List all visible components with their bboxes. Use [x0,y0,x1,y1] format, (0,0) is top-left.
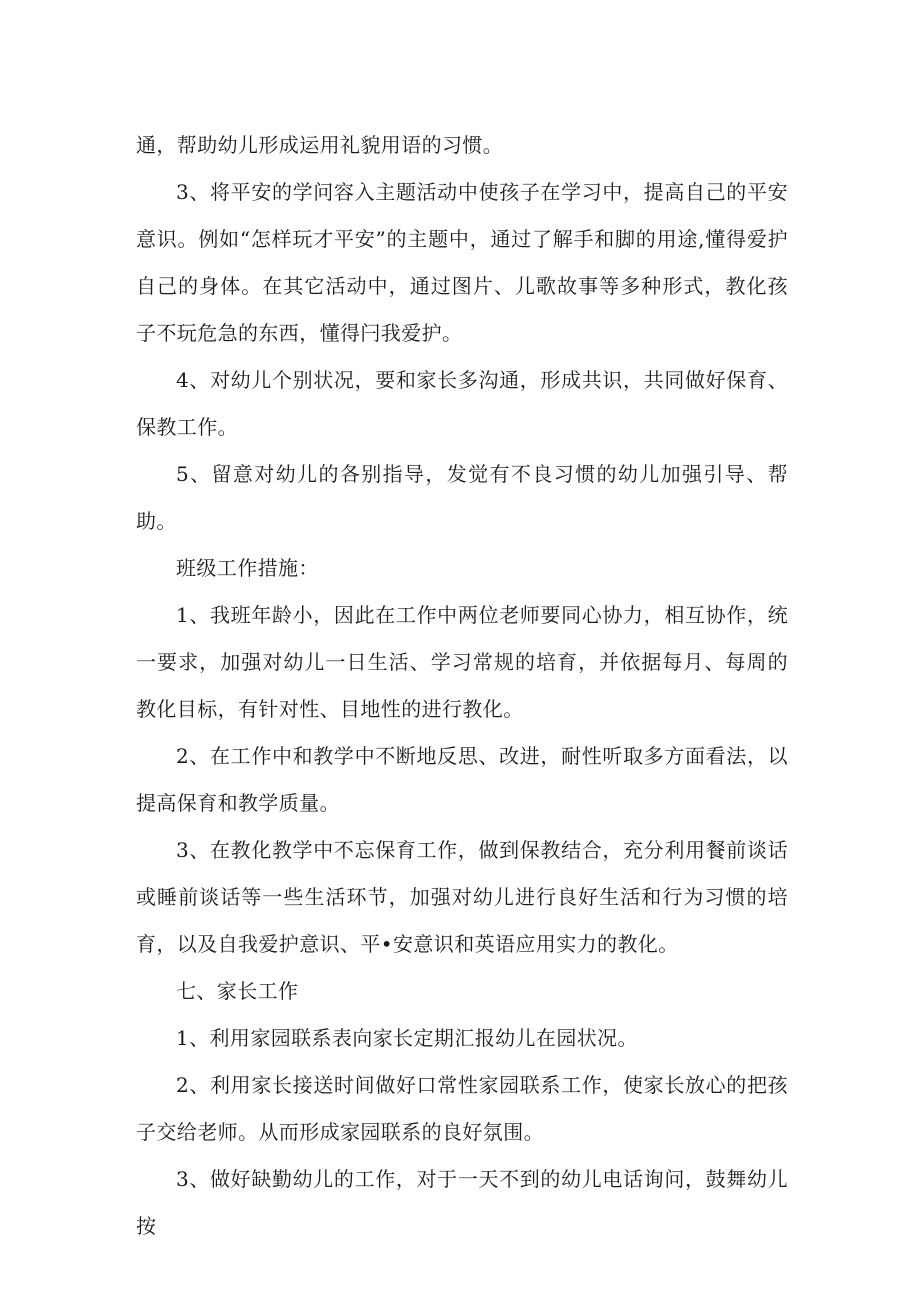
paragraph-measure-1: 1、我班年龄小，因此在工作中两位老师要同心协力，相互协作，统一要求，加强对幼儿一日生活、学习常规的培育，并依据每月、每周的教化目标，有针对性、目地性的进行教化。 [136,603,788,721]
paragraph-individual-guidance: 5、留意对幼儿的各别指导，发觉有不良习惯的幼儿加强引导、帮助。 [136,462,788,533]
paragraph-measure-3: 3、在教化教学中不忘保育工作，做到保教结合，充分利用餐前谈话或睡前谈话等一些生活环节，加强对幼儿进行良好生活和行为习惯的培育，以及自我爱护意识、平•安意识和英语应用实力的教化。 [136,838,788,956]
paragraph-continuation: 通，帮助幼儿形成运用礼貌用语的习惯。 [136,133,504,157]
paragraph-parent-work-3: 3、做好缺勤幼儿的工作，对于一天不到的幼儿电话询问，鼓舞幼儿按 [136,1167,788,1238]
section-heading-class-measures: 班级工作措施： [176,556,319,580]
section-heading-parent-work: 七、家长工作 [176,979,299,1003]
paragraph-measure-2: 2、在工作中和教学中不断地反思、改进，耐性听取多方面看法，以提高保育和教学质量。 [136,744,788,815]
paragraph-safety-theme: 3、将平安的学问容入主题活动中使孩子在学习中，提高自己的平安意识。例如“怎样玩才平安”的主题中，通过了解手和脚的用途,懂得爱护自己的身体。在其它活动中，通过图片、儿歌故事等多种形式，教化孩子不玩危急的东西，懂得闩我爱护。 [136,180,788,345]
paragraph-parent-work-1: 1、利用家园联系表向家长定期汇报幼儿在园状况。 [176,1026,638,1050]
document-body [136,122,788,1250]
paragraph-parent-communication: 4、对幼儿个别状况，要和家长多沟通，形成共识，共同做好保育、保教工作。 [136,368,788,439]
paragraph-parent-work-2: 2、利用家长接送时间做好口常性家园联系工作，使家长放心的把孩子交给老师。从而形成家园联系的良好氛围。 [136,1073,788,1144]
